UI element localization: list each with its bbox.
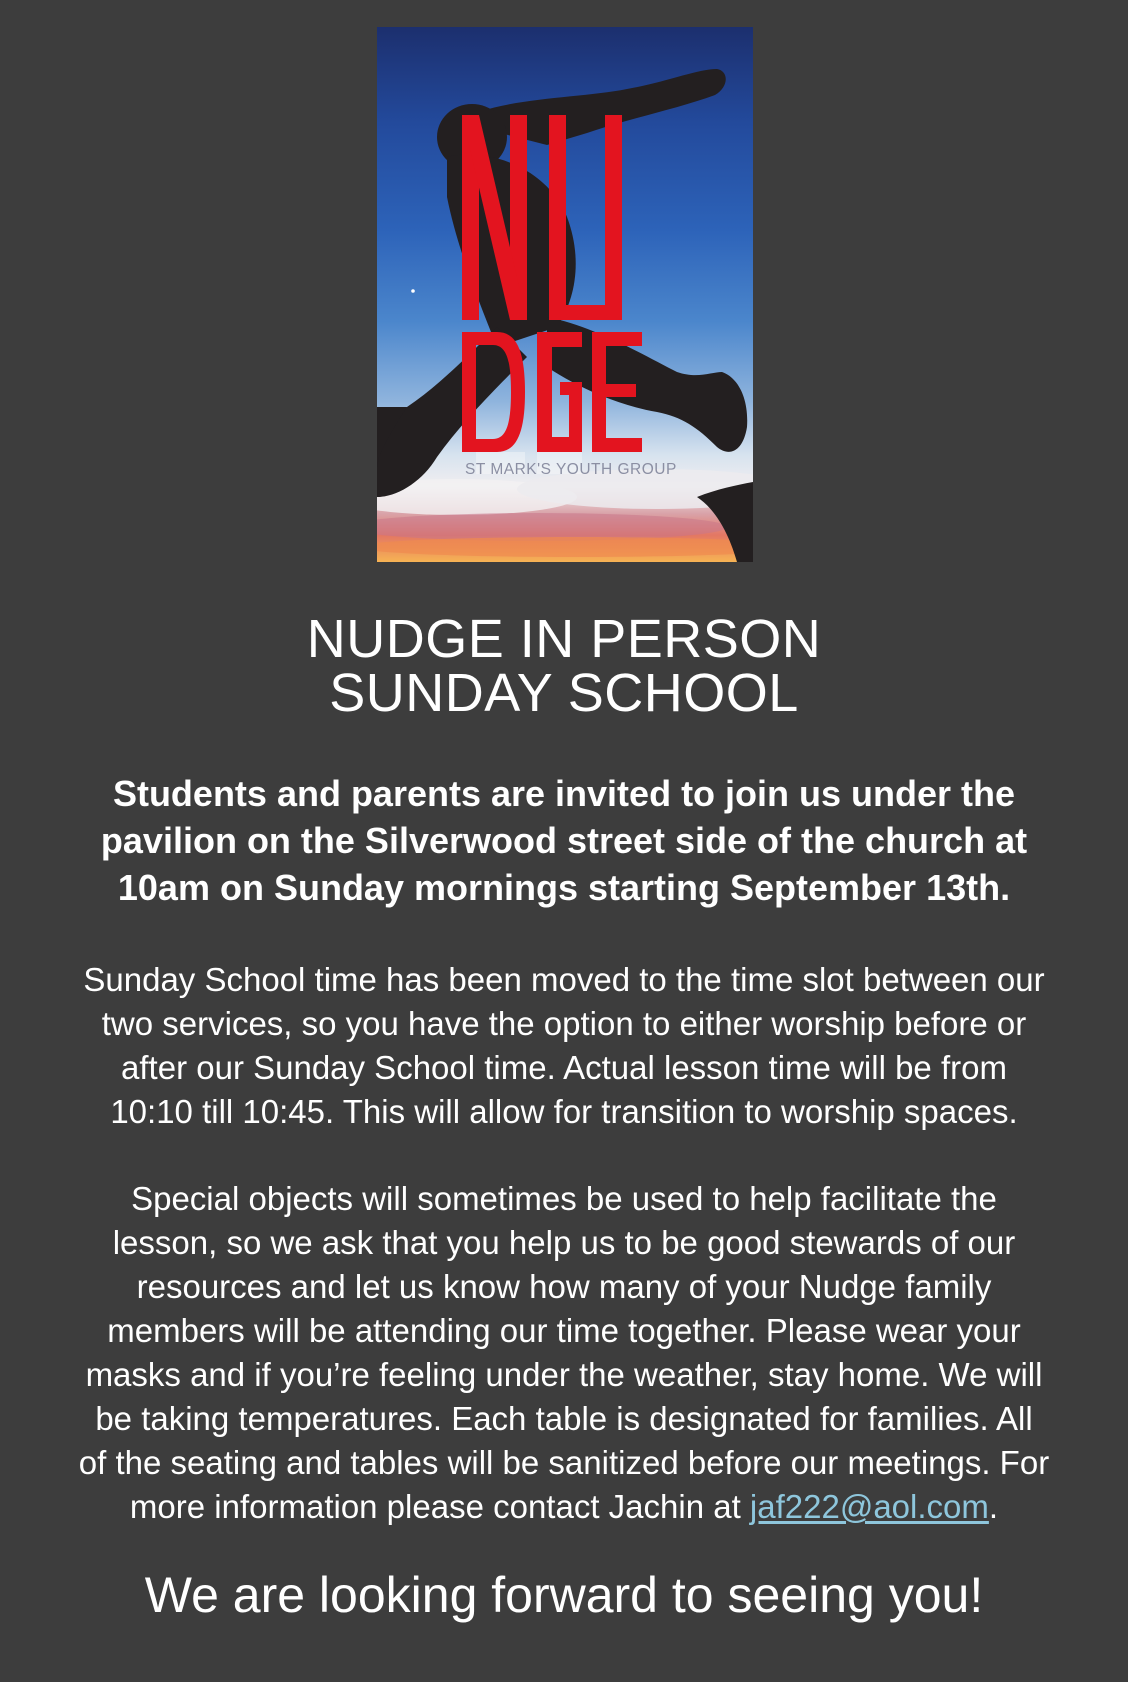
guidelines-line-5: masks and if you’re feeling under the weather, stay home. We will [85,1356,1043,1393]
poster-subtitle: ST MARK'S YOUTH GROUP [465,461,677,478]
guidelines-line-1: Special objects will sometimes be used to help facilitate the [131,1180,997,1217]
guidelines-line-3: resources and let us know how many of your Nudge family [136,1268,992,1305]
schedule-line-3: after our Sunday School time. Actual lesson time will be from [121,1049,1007,1086]
page-title [0,609,1128,723]
guidelines-line-8 [20,1485,1108,1529]
invitation-line-2: pavilion on the Silverwood street side of the church at [100,820,1028,861]
guidelines-paragraph [20,1177,1108,1529]
invitation-line-1: Students and parents are invited to join us under the [112,773,1016,814]
guidelines-line-6: be taking temperatures. Each table is designated for families. All [95,1400,1033,1437]
guidelines-line-2: lesson, so we ask that you help us to be good stewards of our [112,1224,1016,1261]
contact-text: more information please contact Jachin at [129,1488,750,1525]
schedule-paragraph [20,958,1108,1134]
contact-email-link[interactable]: jaf222@aol.com [749,1488,989,1525]
guidelines-line-7: of the seating and tables will be sanitized before our meetings. For [78,1444,1050,1481]
title-line-1: NUDGE IN PERSON [306,609,822,669]
contact-period: . [988,1488,999,1525]
poster-artwork [377,27,753,562]
schedule-line-4: 10:10 till 10:45. This will allow for transition to worship spaces. [110,1093,1018,1130]
title-line-2: SUNDAY SCHOOL [329,663,799,723]
invitation-line-3: 10am on Sunday mornings starting September 13th. [117,867,1011,908]
nudge-poster-image [377,27,753,562]
invitation-text [30,770,1098,911]
schedule-line-2: two services, so you have the option to either worship before or [101,1005,1027,1042]
guidelines-line-4: members will be attending our time together. Please wear your [107,1312,1021,1349]
closing-message: We are looking forward to seeing you! [144,1567,984,1623]
schedule-line-1: Sunday School time has been moved to the time slot between our [83,961,1045,998]
